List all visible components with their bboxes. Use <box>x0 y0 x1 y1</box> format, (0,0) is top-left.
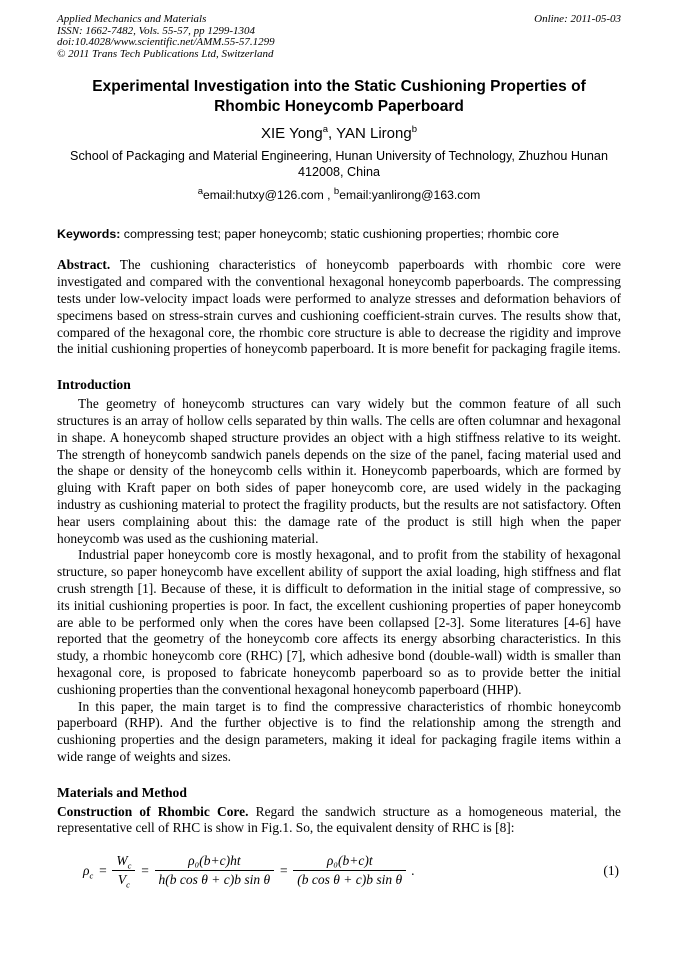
introduction-heading: Introduction <box>57 377 131 393</box>
affiliation-line: School of Packaging and Material Engineering, Hunan University of Technology, Zhuzhou Hunan 412008, China <box>70 149 608 180</box>
equation-fraction-1: $\frac{W_c}{V_c}$ <box>112 853 135 888</box>
emails-separator: , <box>323 188 334 203</box>
construction-text: Regard the sandwich structure as a homogeneous material, the representative cell of RHC is show in Fig.1. So, the equivalent density of RHC is [8]: <box>57 803 621 836</box>
construction-paragraph <box>57 804 621 838</box>
equation-period: . <box>411 862 415 878</box>
email-b-mark: b <box>333 186 340 198</box>
author-1-affiliation-mark: a <box>322 124 329 136</box>
authors-line <box>57 124 621 143</box>
journal-header <box>57 14 621 60</box>
keywords-line <box>57 227 621 242</box>
equation-1-body <box>83 853 415 888</box>
author-1-name: XIE Yong <box>261 125 323 143</box>
introduction-paragraph-1: The geometry of honeycomb structures can vary widely but the common feature of all such structures is an array of hollow cells separated by thin walls. The cells are often columnar and hexagonal in shape. A honeycomb shaped structure provides an object with a high stiffness relative to its weight. The strength of honeycomb sandwich panels depends on the size of the panel, facing material used and the shape or density of the honeycomb cells within it. Honeycomb paperboards, which are formed by gluing with Kraft paper on both sides of paper honeycomb core, are used widely in the packaging industry as cushioning material to protect the fragility products, but the results are not satisfactory. Often hear users complaining about this: the damage rate of the product is still high when the paper honeycomb was used as the cushioning material. <box>57 396 621 546</box>
emails-line <box>57 187 621 203</box>
equals-sign: = <box>279 862 289 878</box>
construction-label: Construction of Rhombic Core. <box>57 803 249 819</box>
email-a-mark: a <box>197 186 203 198</box>
abstract-paragraph <box>57 257 621 358</box>
abstract-label: Abstract. <box>57 257 111 273</box>
introduction-paragraph-2: Industrial paper honeycomb core is mostly hexagonal, and to profit from the stability of hexagonal structure, so paper honeycomb have excellent ability of support the axial loading, high stiffness and flat crush strength [1]. Because of these, it is difficult to deformation in the initial stage of compressive, so its initial cushioning properties is poor. In fact, the excellent cushioning properties of paper honeycomb are able to be performed only when the cores have been collapsed [2-3]. Some literatures [4-6] have reported that the geometry of the honeycomb core affects its energy absorbing characteristics. In this study, a rhombic honeycomb core (RHC) [7], which adhesive bond (double-wall) width is smaller than hexagonal core, is proposed to fabricate honeycomb paperboard so as to provide better the initial cushioning properties than the conventional hexagonal honeycomb paperboard (HHP). <box>57 547 621 697</box>
paper-title: Experimental Investigation into the Static Cushioning Properties of Rhombic Honeycomb Paperboard <box>92 78 586 116</box>
issn-line: ISSN: 1662-7482, Vols. 55-57, pp 1299-1304 <box>57 24 255 37</box>
authors-separator: , <box>328 125 337 143</box>
abstract-text: The cushioning characteristics of honeycomb paperboards with rhombic core were investigated and compared with the conventional hexagonal honeycomb paperboards. The compressing tests under low-velocity impact loads were performed to analyze stresses and deformation behaviors of specimens based on stress-strain curves and cushioning coefficient-strain curves. The results show that, compared of the hexagonal core, the rhombic core structure is able to decrease the rigidity and improve the initial cushioning properties of honeycomb paperboard. It is more benefit for packaging fragile items. <box>57 257 621 357</box>
equals-sign: = <box>98 862 108 878</box>
equation-lhs: $\rho_c$ <box>83 862 94 881</box>
equals-sign: = <box>140 862 150 878</box>
journal-name: Applied Mechanics and Materials <box>57 13 207 25</box>
equation-fraction-3: $\frac{\text{ρ₀(b+c)t}}{\text{(b cos θ + c)b sin θ}}$ <box>293 853 406 888</box>
equation-number: (1) <box>603 862 619 878</box>
doi-line: doi:10.4028/www.scientific.net/AMM.55-57.1299 <box>57 36 275 49</box>
keywords-label: Keywords: <box>57 227 121 242</box>
copyright-line: © 2011 Trans Tech Publications Ltd, Switzerland <box>57 47 274 60</box>
email-a: email:hutxy@126.com <box>202 188 324 203</box>
email-b: email:yanlirong@163.com <box>339 188 481 203</box>
journal-header-left <box>57 14 275 60</box>
materials-heading: Materials and Method <box>57 784 187 800</box>
author-2-name: YAN Lirong <box>336 125 412 143</box>
online-date: Online: 2011-05-03 <box>534 13 621 25</box>
equation-1 <box>57 853 621 888</box>
keywords-text: compressing test; paper honeycomb; static cushioning properties; rhombic core <box>120 227 560 242</box>
equation-fraction-2: $\frac{\text{ρ₀(b+c)ht}}{\text{h(b cos θ + c)b sin θ}}$ <box>155 853 275 888</box>
author-2-affiliation-mark: b <box>411 124 417 136</box>
introduction-paragraph-3: In this paper, the main target is to find the compressive characteristics of rhombic honeycomb paperboard (RHP). And the further objective is to find the relationship among the strength and cushioning properties and the design parameters, making it ideal for packaging fragile items within a wide range of weights and sizes. <box>57 698 621 764</box>
